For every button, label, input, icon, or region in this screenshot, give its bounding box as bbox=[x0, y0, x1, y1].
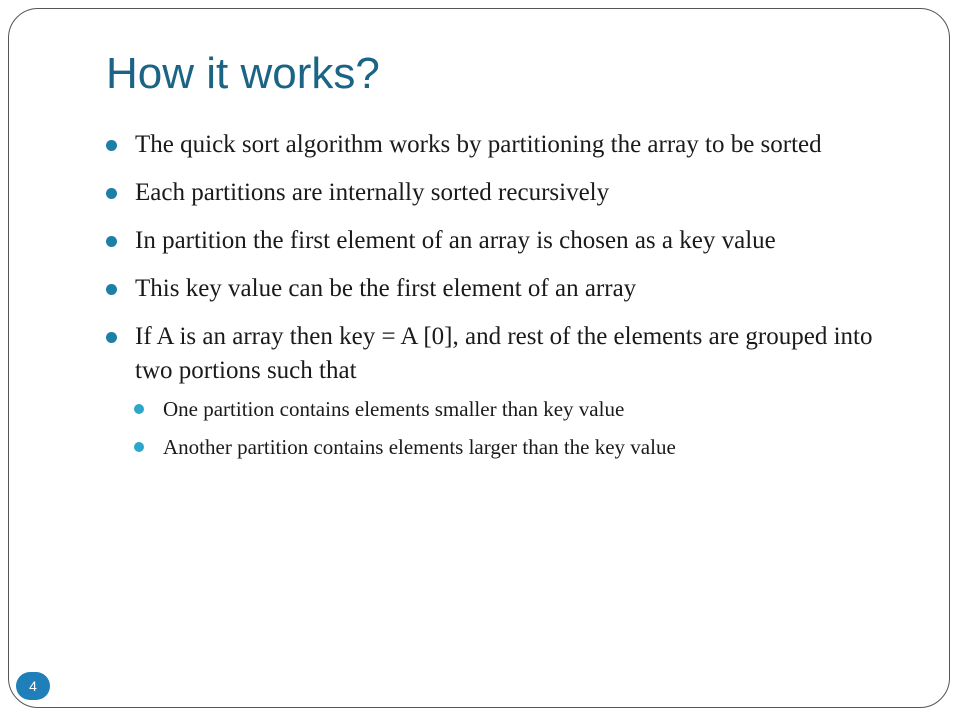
sub-bullet-dot-icon bbox=[134, 442, 144, 452]
sub-bullet-item bbox=[134, 394, 906, 424]
page-number-badge: 4 bbox=[16, 672, 50, 700]
sub-bullet-dot-icon bbox=[134, 404, 144, 414]
sub-bullet-text: One partition contains elements smaller than key value bbox=[163, 397, 625, 421]
bullet-item bbox=[106, 320, 906, 388]
bullet-dot-icon bbox=[106, 284, 117, 295]
bullet-text: The quick sort algorithm works by partitioning the array to be sorted bbox=[135, 131, 822, 158]
bullet-text: Each partitions are internally sorted recursively bbox=[135, 179, 610, 206]
bullet-item bbox=[106, 272, 906, 306]
sub-bullet-item bbox=[134, 432, 906, 462]
bullet-item bbox=[106, 176, 906, 210]
sub-bullet-text: Another partition contains elements larger than the key value bbox=[163, 435, 676, 459]
slide-title: How it works? bbox=[106, 49, 380, 98]
bullet-dot-icon bbox=[106, 140, 117, 151]
bullet-text: This key value can be the first element of an array bbox=[135, 275, 637, 302]
bullet-dot-icon bbox=[106, 332, 117, 343]
bullet-item bbox=[106, 128, 906, 162]
bullet-item bbox=[106, 224, 906, 258]
bullet-dot-icon bbox=[106, 236, 117, 247]
bullet-text: If A is an array then key = A [0], and rest of the elements are grouped into two portions such that bbox=[135, 323, 873, 384]
bullet-text: In partition the first element of an array is chosen as a key value bbox=[135, 227, 776, 254]
bullet-list bbox=[106, 128, 906, 470]
bullet-dot-icon bbox=[106, 188, 117, 199]
